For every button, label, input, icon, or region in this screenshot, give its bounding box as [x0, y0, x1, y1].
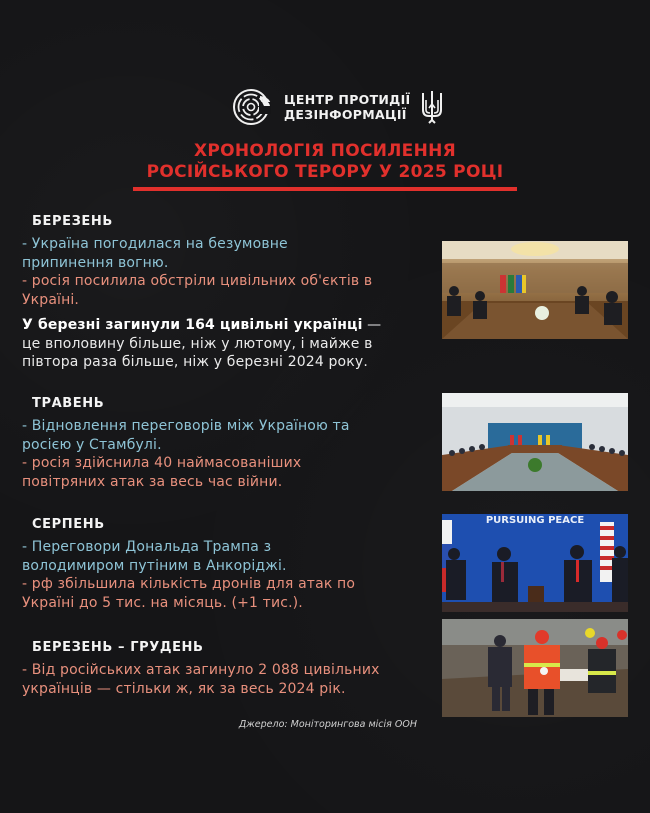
meeting-room-negotiations-photo: [442, 241, 628, 339]
item-line: - росія посилила обстріли цивільних об'єктів в: [22, 273, 373, 289]
org-name-line1: ЦЕНТР ПРОТИДІЇ: [284, 92, 411, 107]
section-heading: ТРАВЕНЬ: [32, 396, 105, 411]
source-caption: Джерело: Моніторингова місія ООН: [238, 719, 417, 730]
item-line: - рф збільшила кількість дронів для атак по: [22, 576, 356, 592]
item-line: - Відновлення переговорів між Україною та: [22, 418, 350, 434]
header-logo: [232, 86, 443, 128]
maze-eagle-logo-icon: [232, 87, 272, 127]
org-name-line2: ДЕЗІНФОРМАЦІЇ: [284, 107, 407, 122]
section-heading: СЕРПЕНЬ: [32, 517, 105, 532]
title-underline: [133, 187, 517, 191]
istanbul-talks-conference-photo: [442, 393, 628, 491]
item-line: - Переговори Дональда Трампа з: [22, 539, 272, 555]
note-line: це вполовину більше, ніж у лютому, і майже в: [22, 335, 373, 352]
casualty-note: [22, 316, 437, 372]
note-bold: У березні загинули 164 цивільні українці: [22, 317, 363, 333]
item-line: припинення вогню.: [22, 254, 169, 271]
item-line: Україні.: [22, 291, 80, 308]
title-line1: ХРОНОЛОГІЯ ПОСИЛЕННЯ: [193, 141, 457, 161]
section-march: [22, 214, 437, 372]
anchorage-summit-photo: [442, 514, 628, 612]
photo-banner-text: PURSUING PEACE: [485, 515, 585, 526]
item-line: українців — стільки ж, як за весь 2024 рік.: [22, 680, 346, 697]
item-line: - росія здійснила 40 наймасованіших: [22, 455, 302, 471]
title-line2: РОСІЙСЬКОГО ТЕРОРУ У 2025 РОЦІ: [146, 162, 504, 182]
section-may: [22, 396, 437, 491]
section-august: [22, 517, 437, 612]
section-heading: БЕРЕЗЕНЬ: [32, 214, 113, 229]
item-line: - Україна погодилася на безумовне: [22, 236, 288, 252]
org-name: [284, 92, 411, 122]
item-line: Україні до 5 тис. на місяць. (+1 тис.).: [22, 594, 303, 611]
section-march-december: [22, 640, 437, 698]
page-title: [120, 141, 530, 183]
note-dash: —: [362, 317, 382, 333]
note-line: півтора раза більше, ніж у березні 2024 року.: [22, 354, 368, 370]
item-line: - Від російських атак загинуло 2 088 цивільних: [22, 662, 380, 678]
item-line: росією у Стамбулі.: [22, 436, 162, 453]
section-heading: БЕРЕЗЕНЬ – ГРУДЕНЬ: [32, 640, 204, 655]
trident-icon: [421, 90, 443, 124]
rescue-workers-photo: [442, 619, 628, 717]
item-line: повітряних атак за весь час війни.: [22, 473, 283, 490]
item-line: володимиром путіним в Анкоріджі.: [22, 557, 287, 574]
